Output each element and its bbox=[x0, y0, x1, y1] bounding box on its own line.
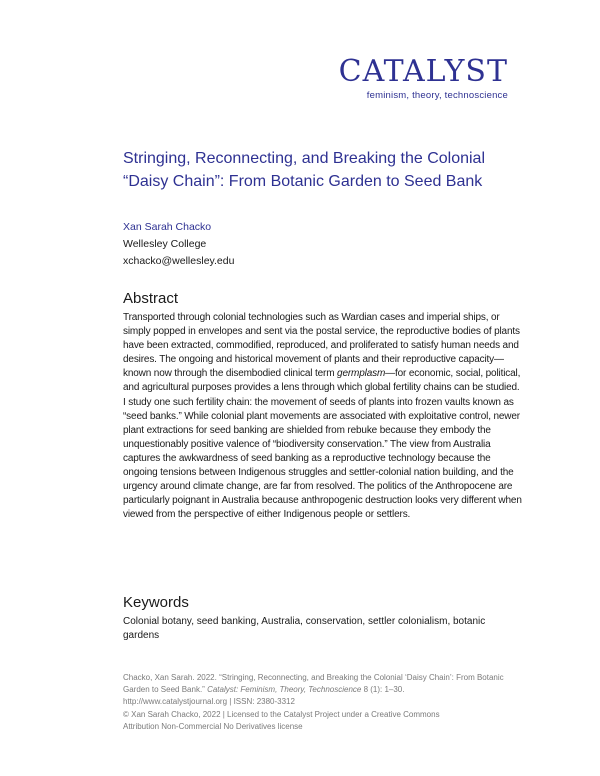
author-email[interactable]: xchacko@wellesley.edu bbox=[123, 255, 235, 267]
citation-footer bbox=[123, 672, 523, 733]
journal-logo-tagline: feminism, theory, technoscience bbox=[366, 90, 508, 101]
keywords-section bbox=[123, 594, 523, 643]
abstract-section bbox=[123, 290, 523, 522]
copyright-line: © Xan Sarah Chacko, 2022 | Licensed to the Catalyst Project under a Creative Commons bbox=[123, 709, 440, 719]
article-title bbox=[123, 147, 523, 193]
journal-logo-wordmark: CATALYST bbox=[338, 54, 508, 89]
abstract-text-part-2: —for economic, social, political, and agricultural purposes provides a lens through which global fertility chains can be studied. I study one such fertility chain: the movement of seeds of plants into frozen vaults known as “seed banks.” While colonial plant movements are associated with exploitative control, newer plant extractions for seed banking are shielded from rebuke because they embody the unquestionably positive valence of “biodiversity conservation.” The view from Australia captures the awkwardness of seed banking as a reproductive technology because the ongoing tensions between Indigenous struggles and settler-colonial nation building, and the urgency around climate change, are far from resolved. The politics of the Anthropocene are particularly poignant in Australia because anthropogenic destruction looks very different when viewed from the perspective of either Indigenous people or settlers. bbox=[123, 368, 522, 521]
citation-journal: Catalyst: Feminism, Theory, Technoscience bbox=[207, 685, 362, 695]
abstract-heading: Abstract bbox=[123, 290, 179, 307]
author-block bbox=[123, 219, 234, 270]
license-line: Attribution Non-Commercial No Derivatives license bbox=[123, 721, 303, 731]
abstract-body bbox=[123, 311, 523, 522]
citation-text: Chacko, Xan Sarah. 2022. “Stringing, Reconnecting, and Breaking the Colonial ‘Daisy Chain’: From Botanic Garden to Seed Bank.” bbox=[123, 673, 504, 695]
keywords-list: Colonial botany, seed banking, Australia, conservation, settler colonialism, botanic gardens bbox=[123, 616, 486, 641]
journal-url-issn[interactable]: http://www.catalystjournal.org | ISSN: 2380-3312 bbox=[123, 697, 295, 707]
author-name: Xan Sarah Chacko bbox=[123, 221, 212, 233]
article-title-line-2: “Daisy Chain”: From Botanic Garden to Seed Bank bbox=[123, 173, 483, 190]
citation bbox=[123, 672, 523, 696]
abstract-text-italic: germplasm bbox=[337, 368, 386, 380]
citation-volume: 8 (1): 1–30. bbox=[361, 685, 405, 695]
author-affiliation: Wellesley College bbox=[123, 238, 207, 250]
article-title-line-1: Stringing, Reconnecting, and Breaking the Colonial bbox=[123, 150, 486, 167]
journal-logo bbox=[339, 56, 508, 101]
abstract-text-part-1: Transported through colonial technologies such as Wardian cases and imperial ships, or simply popped in envelopes and sent via the postal service, the reproductive bodies of plants have been extracted, commodified, reproduced, and proliferated to satisfy human needs and desires. The ongoing and historical movement of plants and their reproductive capacity—known now through the disembodied clinical term bbox=[123, 312, 520, 380]
keywords-heading: Keywords bbox=[123, 594, 189, 611]
